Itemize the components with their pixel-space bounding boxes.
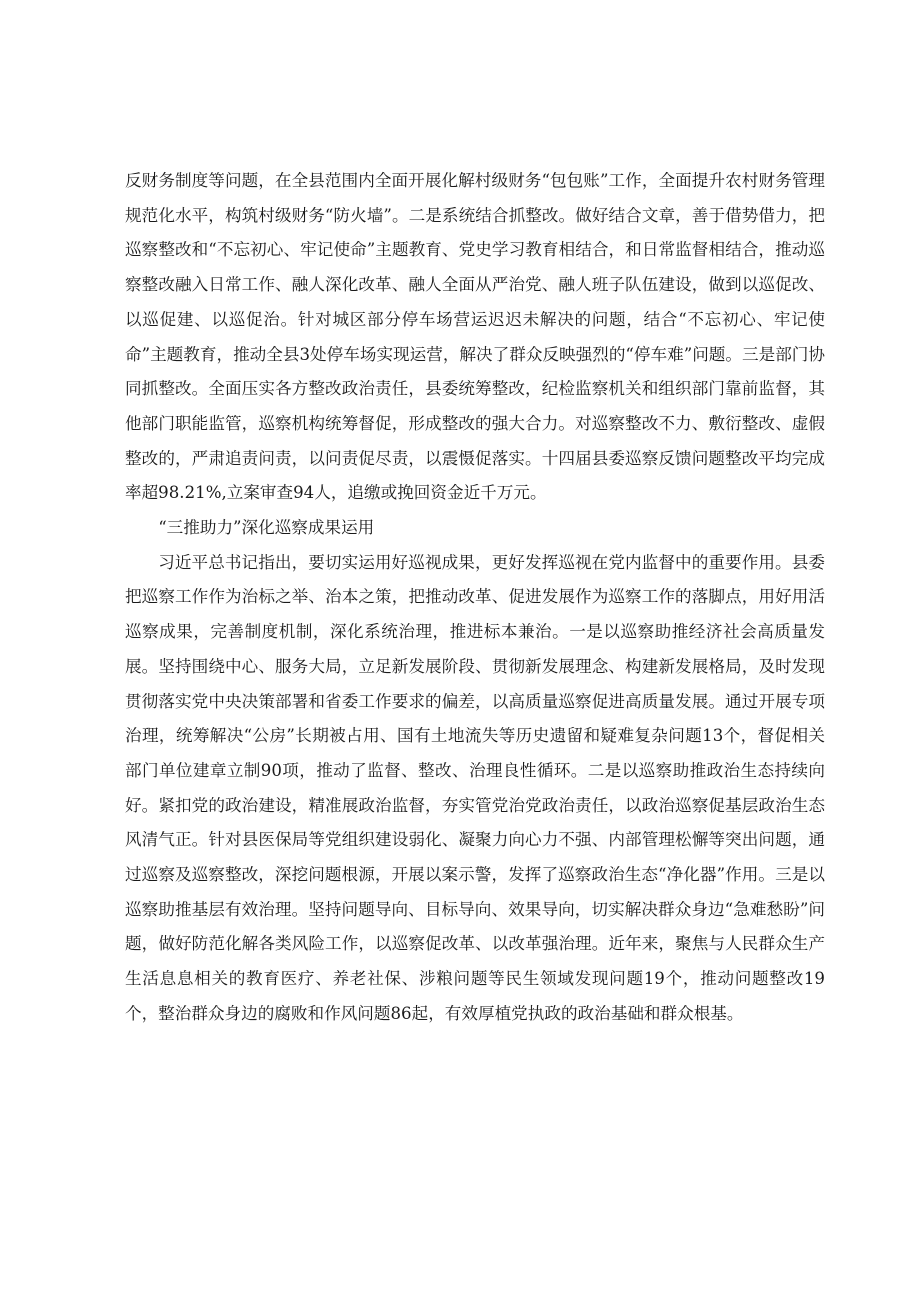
paragraph-body: 习近平总书记指出，要切实运用好巡视成果，更好发挥巡视在党内监督中的重要作用。县委把巡察工作作为治标之举、治本之策，把推动改革、促进发展作为巡察工作的落脚点，用好用活巡察成果，完善制度机制，深化系统治理，推进标本兼治。一是以巡察助推经济社会高质量发展。坚持围绕中心、服务大局，立足新发展阶段、贯彻新发展理念、构建新发展格局，及时发现贯彻落实党中央决策部署和省委工作要求的偏差，以高质量巡察促进高质量发展。通过开展专项治理，统筹解决“公房”长期被占用、国有土地流失等历史遗留和疑难复杂问题13个，督促相关部门单位建章立制90项，推动了监督、整改、治理良性循环。二是以巡察助推政治生态持续向好。紧扣党的政治建设，精准展政治监督，夯实管党治党政治责任，以政治巡察促基层政治生态风清气正。针对县医保局等党组织建设弱化、凝聚力向心力不强、内部管理松懈等突出问题，通过巡察及巡察整改，深挖问题根源，开展以案示警，发挥了巡察政治生态“净化器”作用。三是以巡察助推基层有效治理。坚持问题导向、目标导向、效果导向，切实解决群众身边“急难愁盼”问题，做好防范化解各类风险工作，以巡察促改革、以改革强治理。近年来，聚焦与人民群众生产生活息息相关的教育医疗、养老社保、涉粮问题等民生领域发现问题19个，推动问题整改19个，整治群众身边的腐败和作风问题86起，有效厚植党执政的政治基础和群众根基。: [125, 552, 825, 1023]
section-heading: “三推助力”深化巡察成果运用: [158, 518, 375, 538]
document-body: [125, 164, 825, 1032]
paragraph-continued: 反财务制度等问题，在全县范围内全面开展化解村级财务“包包账”工作，全面提升农村财务管理规范化水平，构筑村级财务“防火墙”。二是系统结合抓整改。做好结合文章，善于借势借力，把巡察整改和“不忘初心、牢记使命”主题教育、党史学习教育相结合，和日常监督相结合，推动巡察整改融入日常工作、融人深化改革、融人全面从严治党、融人班子队伍建设，做到以巡促改、以巡促建、以巡促治。针对城区部分停车场营运迟迟未解决的问题，结合“不忘初心、牢记使命”主题教育，推动全县3处停车场实现运营，解决了群众反映强烈的“停车难”问题。三是部门协同抓整改。全面压实各方整改政治责任，县委统筹整改，纪检监察机关和组织部门靠前监督，其他部门职能监管，巡察机构统筹督促，形成整改的强大合力。对巡察整改不力、敷衍整改、虚假整改的，严肃追责问责，以问责促尽责，以震慑促落实。十四届县委巡察反馈问题整改平均完成率超98.21%,立案审查94人，追缴或挽回资金近千万元。: [125, 171, 825, 503]
